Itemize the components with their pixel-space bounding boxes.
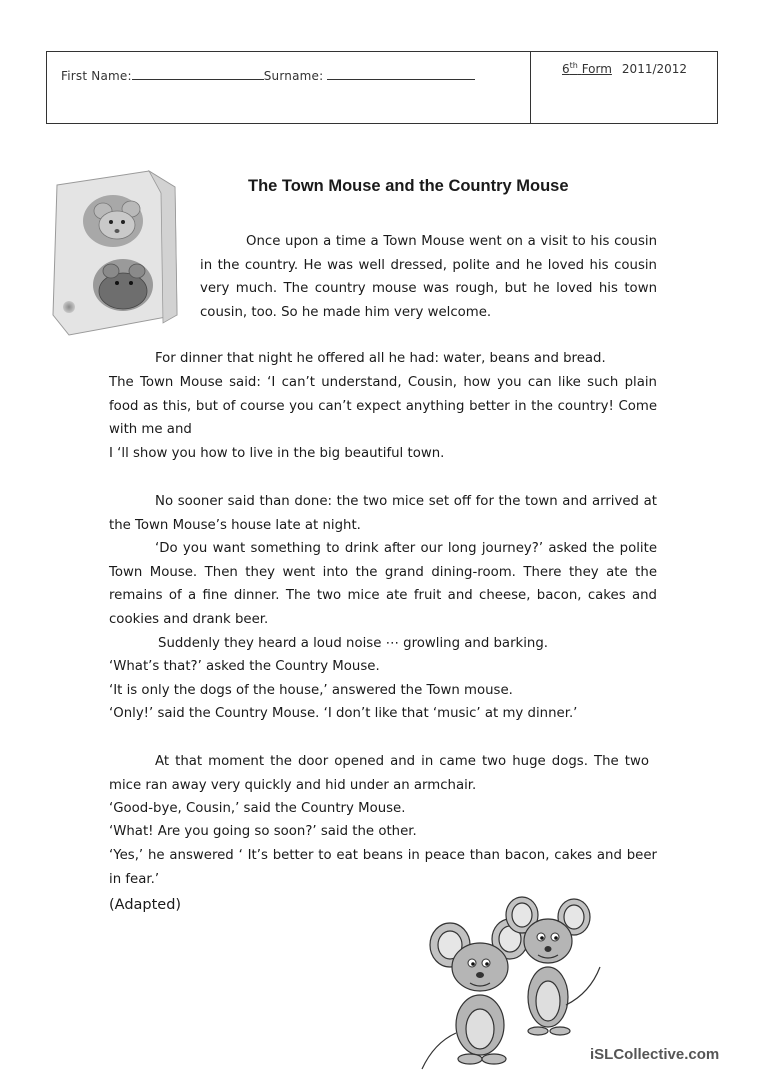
school-year: 2011/2012 bbox=[621, 62, 688, 76]
paragraph-intro: Once upon a time a Town Mouse went on a visit to his cousin in the country. He was well dressed, polite and he loved his cousin very much. The country mouse was rough, but he loved his town cousin, too. So he made him very welcome. bbox=[200, 234, 657, 320]
watermark: iSLCollective.com bbox=[590, 1046, 720, 1063]
surname-label: Surname: bbox=[263, 69, 324, 83]
header-box bbox=[46, 51, 718, 124]
paragraph-whats-that: ‘What’s that?’ asked the Country Mouse. bbox=[109, 659, 380, 674]
surname-field[interactable] bbox=[327, 68, 475, 80]
story-title: The Town Mouse and the Country Mouse bbox=[248, 177, 569, 195]
first-name-field[interactable] bbox=[132, 68, 264, 80]
paragraph-only-dogs: ‘It is only the dogs of the house,’ answered the Town mouse. bbox=[109, 683, 513, 698]
paragraph-show: I ‘ll show you how to live in the big beautiful town. bbox=[109, 446, 445, 461]
paragraph-yes: ‘Yes,’ he answered ‘ It’s better to eat beans in peace than bacon, cakes and beer in fear.’ bbox=[109, 848, 657, 887]
paragraph-dinner: For dinner that night he offered all he had: water, beans and bread. bbox=[155, 351, 606, 366]
form-info bbox=[562, 61, 687, 76]
paragraph-drink: ‘Do you want something to drink after our long journey?’ asked the polite Town Mouse. Then they went into the grand dining-room. There they ate the remains of a fine dinner. The two mice ate fruit and cheese, bacon, cakes and cookies and drank beer. bbox=[109, 541, 657, 627]
paragraph-town-said: The Town Mouse said: ‘I can’t understand, Cousin, how you can like such plain food as this, but of course you can’t expect anything better in the country! Come with me and bbox=[109, 375, 657, 437]
name-row bbox=[61, 68, 475, 83]
cheese-mice-illustration bbox=[39, 165, 187, 343]
adapted-note: (Adapted) bbox=[109, 897, 182, 913]
paragraph-sooner: No sooner said than done: the two mice set off for the town and arrived at the Town Mouse’s house late at night. bbox=[109, 494, 657, 533]
paragraph-noise: Suddenly they heard a loud noise ⋯ growling and barking. bbox=[158, 636, 549, 651]
paragraph-only: ‘Only!’ said the Country Mouse. ‘I don’t like that ‘music’ at my dinner.’ bbox=[109, 706, 578, 721]
paragraph-what: ‘What! Are you going so soon?’ said the other. bbox=[109, 824, 417, 839]
first-name-label: First Name: bbox=[61, 69, 132, 83]
paragraph-goodbye: ‘Good-bye, Cousin,’ said the Country Mouse. bbox=[109, 801, 406, 816]
form-label: 6th Form bbox=[562, 61, 612, 76]
header-divider bbox=[530, 52, 531, 123]
paragraph-door: At that moment the door opened and in came two huge dogs. The two mice ran away very quickly and hid under an armchair. bbox=[109, 754, 649, 793]
cartoon-mice-illustration bbox=[414, 893, 614, 1075]
